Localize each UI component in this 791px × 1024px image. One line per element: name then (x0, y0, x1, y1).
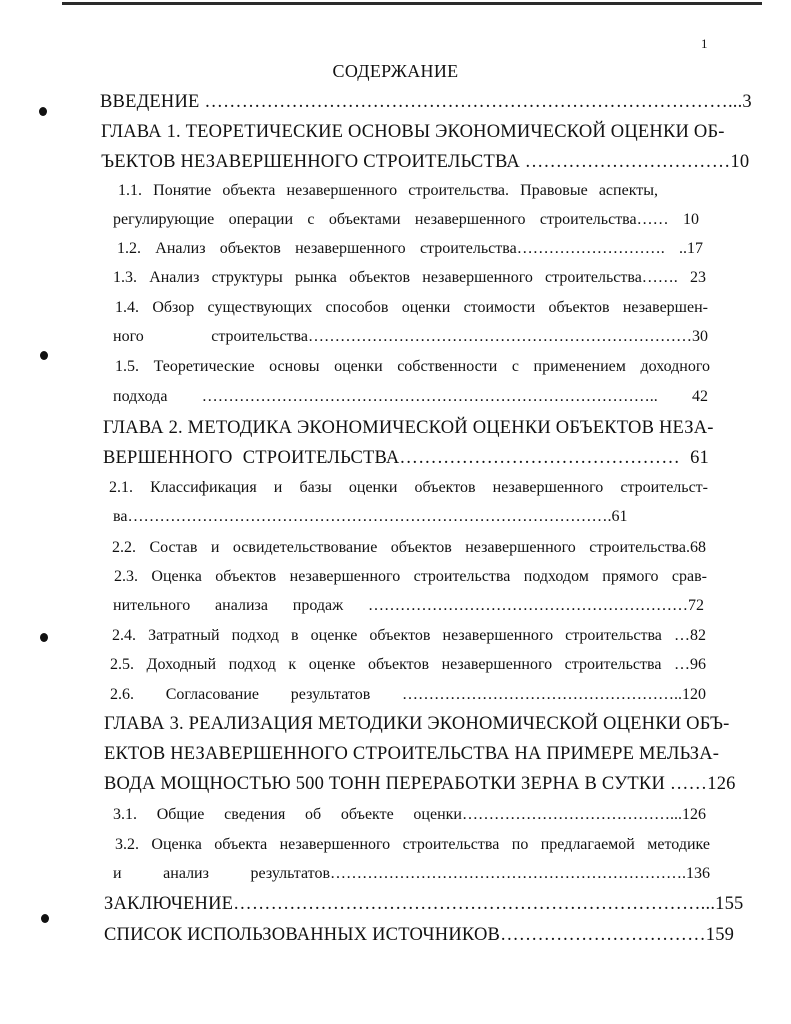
toc-line: 3.2. Оценка объекта незавершенного строительства по предлагаемой методике (115, 836, 710, 853)
toc-line: ГЛАВА 2. МЕТОДИКА ЭКОНОМИЧЕСКОЙ ОЦЕНКИ ОБЪЕКТОВ НЕЗА- (103, 418, 714, 438)
binding-hole-mark (40, 351, 48, 360)
toc-line: регулирующие операции с объектами незавершенного строительства…… 10 (113, 211, 699, 228)
toc-line: 2.1. Классификация и базы оценки объектов незавершенного строительст- (109, 479, 708, 496)
toc-line: ВЕРШЕННОГО СТРОИТЕЛЬСТВА……………………………………… 61 (103, 448, 709, 468)
binding-hole-mark (40, 633, 48, 642)
toc-line: 2.2. Состав и освидетельствование объектов незавершенного строительства.68 (112, 539, 706, 556)
toc-line: ЗАКЛЮЧЕНИЕ…………………………………………………………………...155 (104, 894, 744, 914)
toc-line: СПИСОК ИСПОЛЬЗОВАННЫХ ИСТОЧНИКОВ……………………………159 (104, 925, 735, 945)
toc-line: ва……………………………………………………………………………….61 (113, 508, 628, 525)
toc-line: ВВЕДЕНИЕ …………………………………………………………………………...3 (100, 92, 752, 112)
toc-line: 2.6. Согласование результатов ……………………………………………..120 (110, 686, 706, 703)
binding-hole-mark (39, 107, 47, 116)
toc-line: 1.1. Понятие объекта незавершенного строительства. Правовые аспекты, (118, 182, 658, 199)
toc-line: ГЛАВА 3. РЕАЛИЗАЦИЯ МЕТОДИКИ ЭКОНОМИЧЕСКОЙ ОЦЕНКИ ОБЪ- (104, 714, 730, 734)
toc-line: 1.5. Теоретические основы оценки собственности с применением доходного (115, 358, 710, 375)
toc-line: 1.2. Анализ объектов незавершенного строительства………………………. ..17 (117, 240, 703, 257)
binding-hole-mark (41, 914, 49, 923)
toc-line: 3.1. Общие сведения об объекте оценки…………………………………...126 (113, 806, 706, 823)
page-title: СОДЕРЖАНИЕ (332, 61, 459, 81)
toc-line: ЪЕКТОВ НЕЗАВЕРШЕННОГО СТРОИТЕЛЬСТВА ……………………………10 (101, 152, 750, 172)
toc-line: 2.5. Доходный подход к оценке объектов незавершенного строительства …96 (110, 656, 706, 673)
toc-line: ВОДА МОЩНОСТЬЮ 500 ТОНН ПЕРЕРАБОТКИ ЗЕРНА В СУТКИ ……126 (104, 774, 736, 794)
page-number: 1 (701, 36, 708, 51)
toc-line: 2.4. Затратный подход в оценке объектов незавершенного строительства …82 (112, 627, 706, 644)
toc-line: ЕКТОВ НЕЗАВЕРШЕННОГО СТРОИТЕЛЬСТВА НА ПРИМЕРЕ МЕЛЬЗА- (104, 744, 720, 764)
toc-line: ГЛАВА 1. ТЕОРЕТИЧЕСКИЕ ОСНОВЫ ЭКОНОМИЧЕСКОЙ ОЦЕНКИ ОБ- (101, 122, 725, 142)
toc-line: 1.3. Анализ структуры рынка объектов незавершенного строительства……. 23 (113, 269, 706, 286)
top-border-rule (62, 2, 762, 5)
toc-line: 2.3. Оценка объектов незавершенного строительства подходом прямого срав- (114, 568, 707, 585)
toc-line: ного строительства………………………………………………………………30 (113, 328, 708, 345)
toc-line: и анализ результатов………………………………………………………….136 (113, 865, 710, 882)
toc-line: нительного анализа продаж ……………………………………………………72 (113, 597, 704, 614)
toc-line: подхода ………………………………………………………………………….. 42 (113, 388, 708, 405)
toc-line: 1.4. Обзор существующих способов оценки стоимости объектов незавершен- (115, 299, 708, 316)
